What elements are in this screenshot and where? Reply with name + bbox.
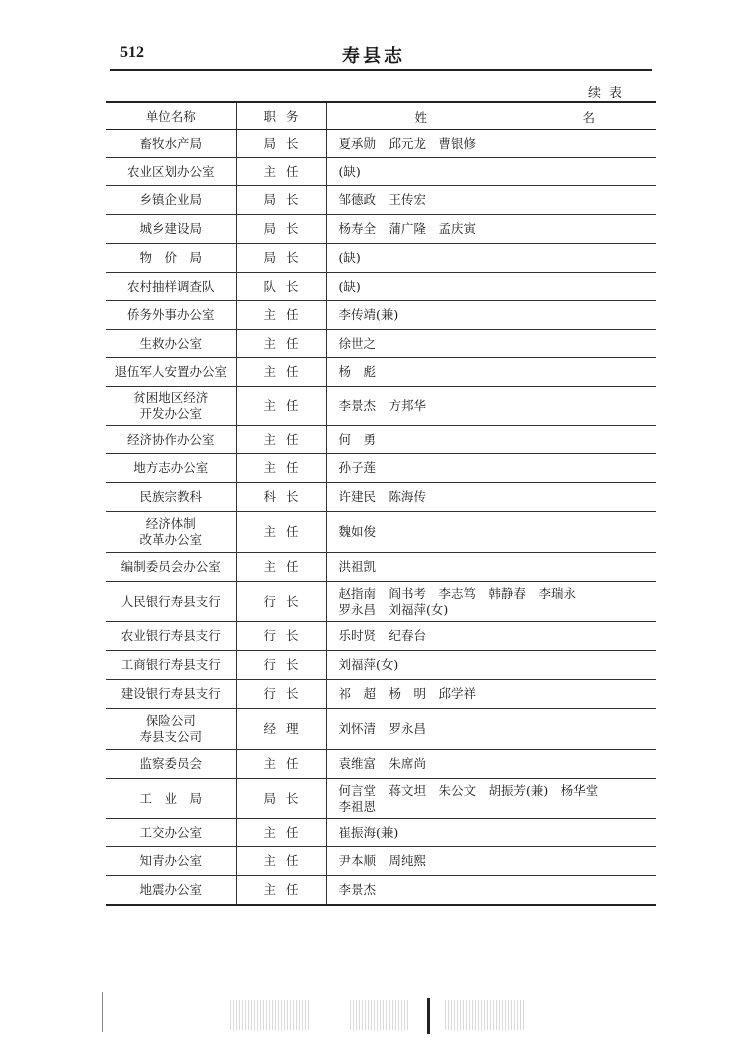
table-row — [106, 622, 656, 651]
position-cell: 行长 — [236, 651, 326, 680]
names-cell — [326, 244, 656, 273]
position-cell: 主任 — [236, 750, 326, 779]
names-line: 祁 超 杨 明 邱学祥 — [338, 686, 477, 701]
personnel-table — [106, 101, 656, 906]
names-cell — [326, 426, 656, 454]
names-line: 袁维富 朱席尚 — [338, 756, 427, 771]
position-cell: 主任 — [236, 876, 326, 905]
unit-name-line: 寿县支公司 — [139, 729, 202, 744]
unit-name-line: 工商银行寿县支行 — [120, 657, 221, 672]
table-row — [106, 301, 656, 330]
unit-name-line: 贫困地区经济 — [133, 390, 209, 405]
unit-name-line: 编制委员会办公室 — [120, 559, 221, 574]
unit-name-line: 农业银行寿县支行 — [120, 628, 221, 643]
unit-name-cell — [106, 330, 236, 358]
names-line: 乐时贤 纪春台 — [338, 628, 427, 643]
table-row — [106, 680, 656, 709]
position-cell: 主任 — [236, 387, 326, 426]
table-row — [106, 358, 656, 387]
scan-mark — [427, 998, 430, 1034]
names-cell — [326, 186, 656, 215]
names-line: 杨 彪 — [338, 364, 377, 379]
unit-name-cell — [106, 158, 236, 186]
unit-name-cell — [106, 512, 236, 553]
table-row — [106, 512, 656, 553]
unit-name-line: 工 业 局 — [139, 790, 202, 806]
table-row — [106, 709, 656, 750]
column-header-unit: 单位名称 — [106, 102, 236, 130]
unit-name-cell — [106, 680, 236, 709]
names-line: 罗永昌 刘福萍(女) — [338, 601, 449, 617]
unit-name-cell — [106, 130, 236, 158]
table-row — [106, 426, 656, 454]
names-line: 何 勇 — [338, 431, 377, 447]
unit-name-cell — [106, 215, 236, 244]
table-header-row — [106, 102, 656, 130]
names-cell — [326, 709, 656, 750]
names-line: 魏如俊 — [338, 524, 377, 539]
unit-name-line: 畜牧水产局 — [139, 135, 202, 151]
unit-name-line: 知青办公室 — [139, 853, 202, 868]
scan-noise — [230, 1000, 310, 1030]
position-cell: 主任 — [236, 454, 326, 483]
column-header-given: 名 — [582, 110, 596, 125]
unit-name-cell — [106, 876, 236, 905]
unit-name-cell — [106, 186, 236, 215]
unit-name-cell — [106, 387, 236, 426]
position-cell: 行长 — [236, 680, 326, 709]
names-cell — [326, 483, 656, 512]
unit-name-line: 地方志办公室 — [133, 460, 209, 475]
unit-name-cell — [106, 709, 236, 750]
table-row — [106, 582, 656, 622]
scan-noise — [350, 1000, 410, 1030]
unit-name-line: 地震办公室 — [139, 881, 202, 897]
scan-noise — [445, 1000, 525, 1030]
names-line: 赵指南 阎书考 李志笃 韩静春 李瑞永 — [338, 585, 577, 601]
unit-name-cell — [106, 358, 236, 387]
position-cell: 科长 — [236, 483, 326, 512]
position-cell: 行长 — [236, 622, 326, 651]
position-cell: 行长 — [236, 582, 326, 622]
table-row — [106, 876, 656, 905]
unit-name-line: 侨务外事办公室 — [126, 307, 215, 322]
position-cell: 队长 — [236, 273, 326, 301]
names-cell — [326, 847, 656, 876]
table-row — [106, 819, 656, 847]
unit-name-line: 建设银行寿县支行 — [120, 686, 221, 701]
position-cell: 局长 — [236, 779, 326, 819]
table-row — [106, 750, 656, 779]
continued-label: 续表 — [588, 86, 631, 101]
names-cell — [326, 130, 656, 158]
names-cell — [326, 779, 656, 819]
names-cell — [326, 215, 656, 244]
names-cell — [326, 358, 656, 387]
unit-name-line: 退伍军人安置办公室 — [114, 364, 227, 379]
names-cell — [326, 158, 656, 186]
names-line: 孙子莲 — [338, 460, 377, 475]
table-row — [106, 387, 656, 426]
unit-name-cell — [106, 651, 236, 680]
unit-name-line: 农村抽样调查队 — [126, 278, 215, 294]
unit-name-cell — [106, 582, 236, 622]
names-cell — [326, 387, 656, 426]
page-number: 512 — [120, 44, 144, 61]
names-cell — [326, 301, 656, 330]
table-row — [106, 244, 656, 273]
table-row — [106, 130, 656, 158]
position-cell: 主任 — [236, 426, 326, 454]
unit-name-cell — [106, 426, 236, 454]
table-row — [106, 273, 656, 301]
position-cell: 主任 — [236, 330, 326, 358]
unit-name-cell — [106, 847, 236, 876]
position-cell: 主任 — [236, 512, 326, 553]
names-cell — [326, 273, 656, 301]
names-line: 洪祖凯 — [338, 559, 377, 574]
names-line: 邹德政 王传宏 — [338, 192, 427, 207]
table-row — [106, 330, 656, 358]
unit-name-line: 民族宗教科 — [139, 489, 202, 504]
position-cell: 主任 — [236, 553, 326, 582]
unit-name-line: 监察委员会 — [139, 756, 202, 771]
names-cell — [326, 750, 656, 779]
unit-name-line: 城乡建设局 — [139, 221, 202, 236]
position-cell: 局长 — [236, 130, 326, 158]
table-row — [106, 483, 656, 512]
unit-name-line: 保险公司 — [145, 713, 196, 728]
unit-name-cell — [106, 244, 236, 273]
position-cell: 局长 — [236, 215, 326, 244]
names-line: 许建民 陈海传 — [338, 489, 427, 504]
names-cell — [326, 876, 656, 905]
names-line: 尹本顺 周纯熙 — [338, 853, 427, 868]
table-row — [106, 847, 656, 876]
column-header-position: 职务 — [236, 102, 326, 130]
unit-name-line: 物 价 局 — [139, 250, 202, 265]
position-cell: 经理 — [236, 709, 326, 750]
names-line: 刘福萍(女) — [338, 657, 399, 672]
table-row — [106, 553, 656, 582]
names-line: (缺) — [338, 278, 361, 294]
unit-name-cell — [106, 622, 236, 651]
header-rule — [110, 69, 652, 71]
table-row — [106, 779, 656, 819]
table-row — [106, 215, 656, 244]
unit-name-line: 生救办公室 — [139, 335, 202, 351]
position-cell: 主任 — [236, 358, 326, 387]
names-line: (缺) — [338, 250, 361, 265]
names-line: 李祖恩 — [338, 798, 377, 814]
table-row — [106, 186, 656, 215]
column-header-surname: 姓 — [414, 110, 428, 125]
names-line: 何言堂 蒋文坦 朱公文 胡振芳(兼) 杨华堂 — [338, 782, 599, 798]
names-cell — [326, 651, 656, 680]
unit-name-line: 工交办公室 — [139, 824, 202, 840]
unit-name-cell — [106, 750, 236, 779]
position-cell: 主任 — [236, 847, 326, 876]
names-cell — [326, 819, 656, 847]
names-line: 夏承勋 邱元龙 曹银修 — [338, 135, 477, 151]
names-cell — [326, 553, 656, 582]
scan-margin-line — [102, 992, 103, 1032]
page-title: 寿县志 — [342, 46, 405, 67]
unit-name-line: 改革办公室 — [139, 532, 202, 547]
unit-name-cell — [106, 553, 236, 582]
names-cell — [326, 622, 656, 651]
table-row — [106, 454, 656, 483]
names-line: 刘怀清 罗永昌 — [338, 721, 427, 736]
unit-name-cell — [106, 819, 236, 847]
names-line: 李景杰 方邦华 — [338, 398, 427, 413]
table-row — [106, 651, 656, 680]
names-cell — [326, 454, 656, 483]
position-cell: 主任 — [236, 819, 326, 847]
unit-name-cell — [106, 301, 236, 330]
names-line: 徐世之 — [338, 335, 377, 351]
names-line: 杨寿全 蒲广隆 孟庆寅 — [338, 221, 477, 236]
unit-name-cell — [106, 483, 236, 512]
column-header-name — [326, 102, 656, 130]
names-cell — [326, 512, 656, 553]
names-line: (缺) — [338, 163, 361, 179]
unit-name-line: 农业区划办公室 — [126, 163, 215, 179]
table-body — [106, 130, 656, 905]
table-row — [106, 158, 656, 186]
unit-name-line: 经济体制 — [145, 516, 196, 531]
unit-name-line: 经济协作办公室 — [126, 431, 215, 447]
position-cell: 主任 — [236, 301, 326, 330]
names-line: 李景杰 — [338, 881, 377, 897]
names-line: 李传靖(兼) — [338, 307, 399, 322]
position-cell: 主任 — [236, 158, 326, 186]
unit-name-cell — [106, 273, 236, 301]
unit-name-cell — [106, 779, 236, 819]
position-cell: 局长 — [236, 186, 326, 215]
position-cell: 局长 — [236, 244, 326, 273]
names-cell — [326, 582, 656, 622]
unit-name-line: 乡镇企业局 — [139, 192, 202, 207]
names-cell — [326, 330, 656, 358]
names-cell — [326, 680, 656, 709]
names-line: 崔振海(兼) — [338, 824, 399, 840]
unit-name-line: 人民银行寿县支行 — [120, 593, 221, 609]
unit-name-line: 开发办公室 — [139, 406, 202, 421]
unit-name-cell — [106, 454, 236, 483]
